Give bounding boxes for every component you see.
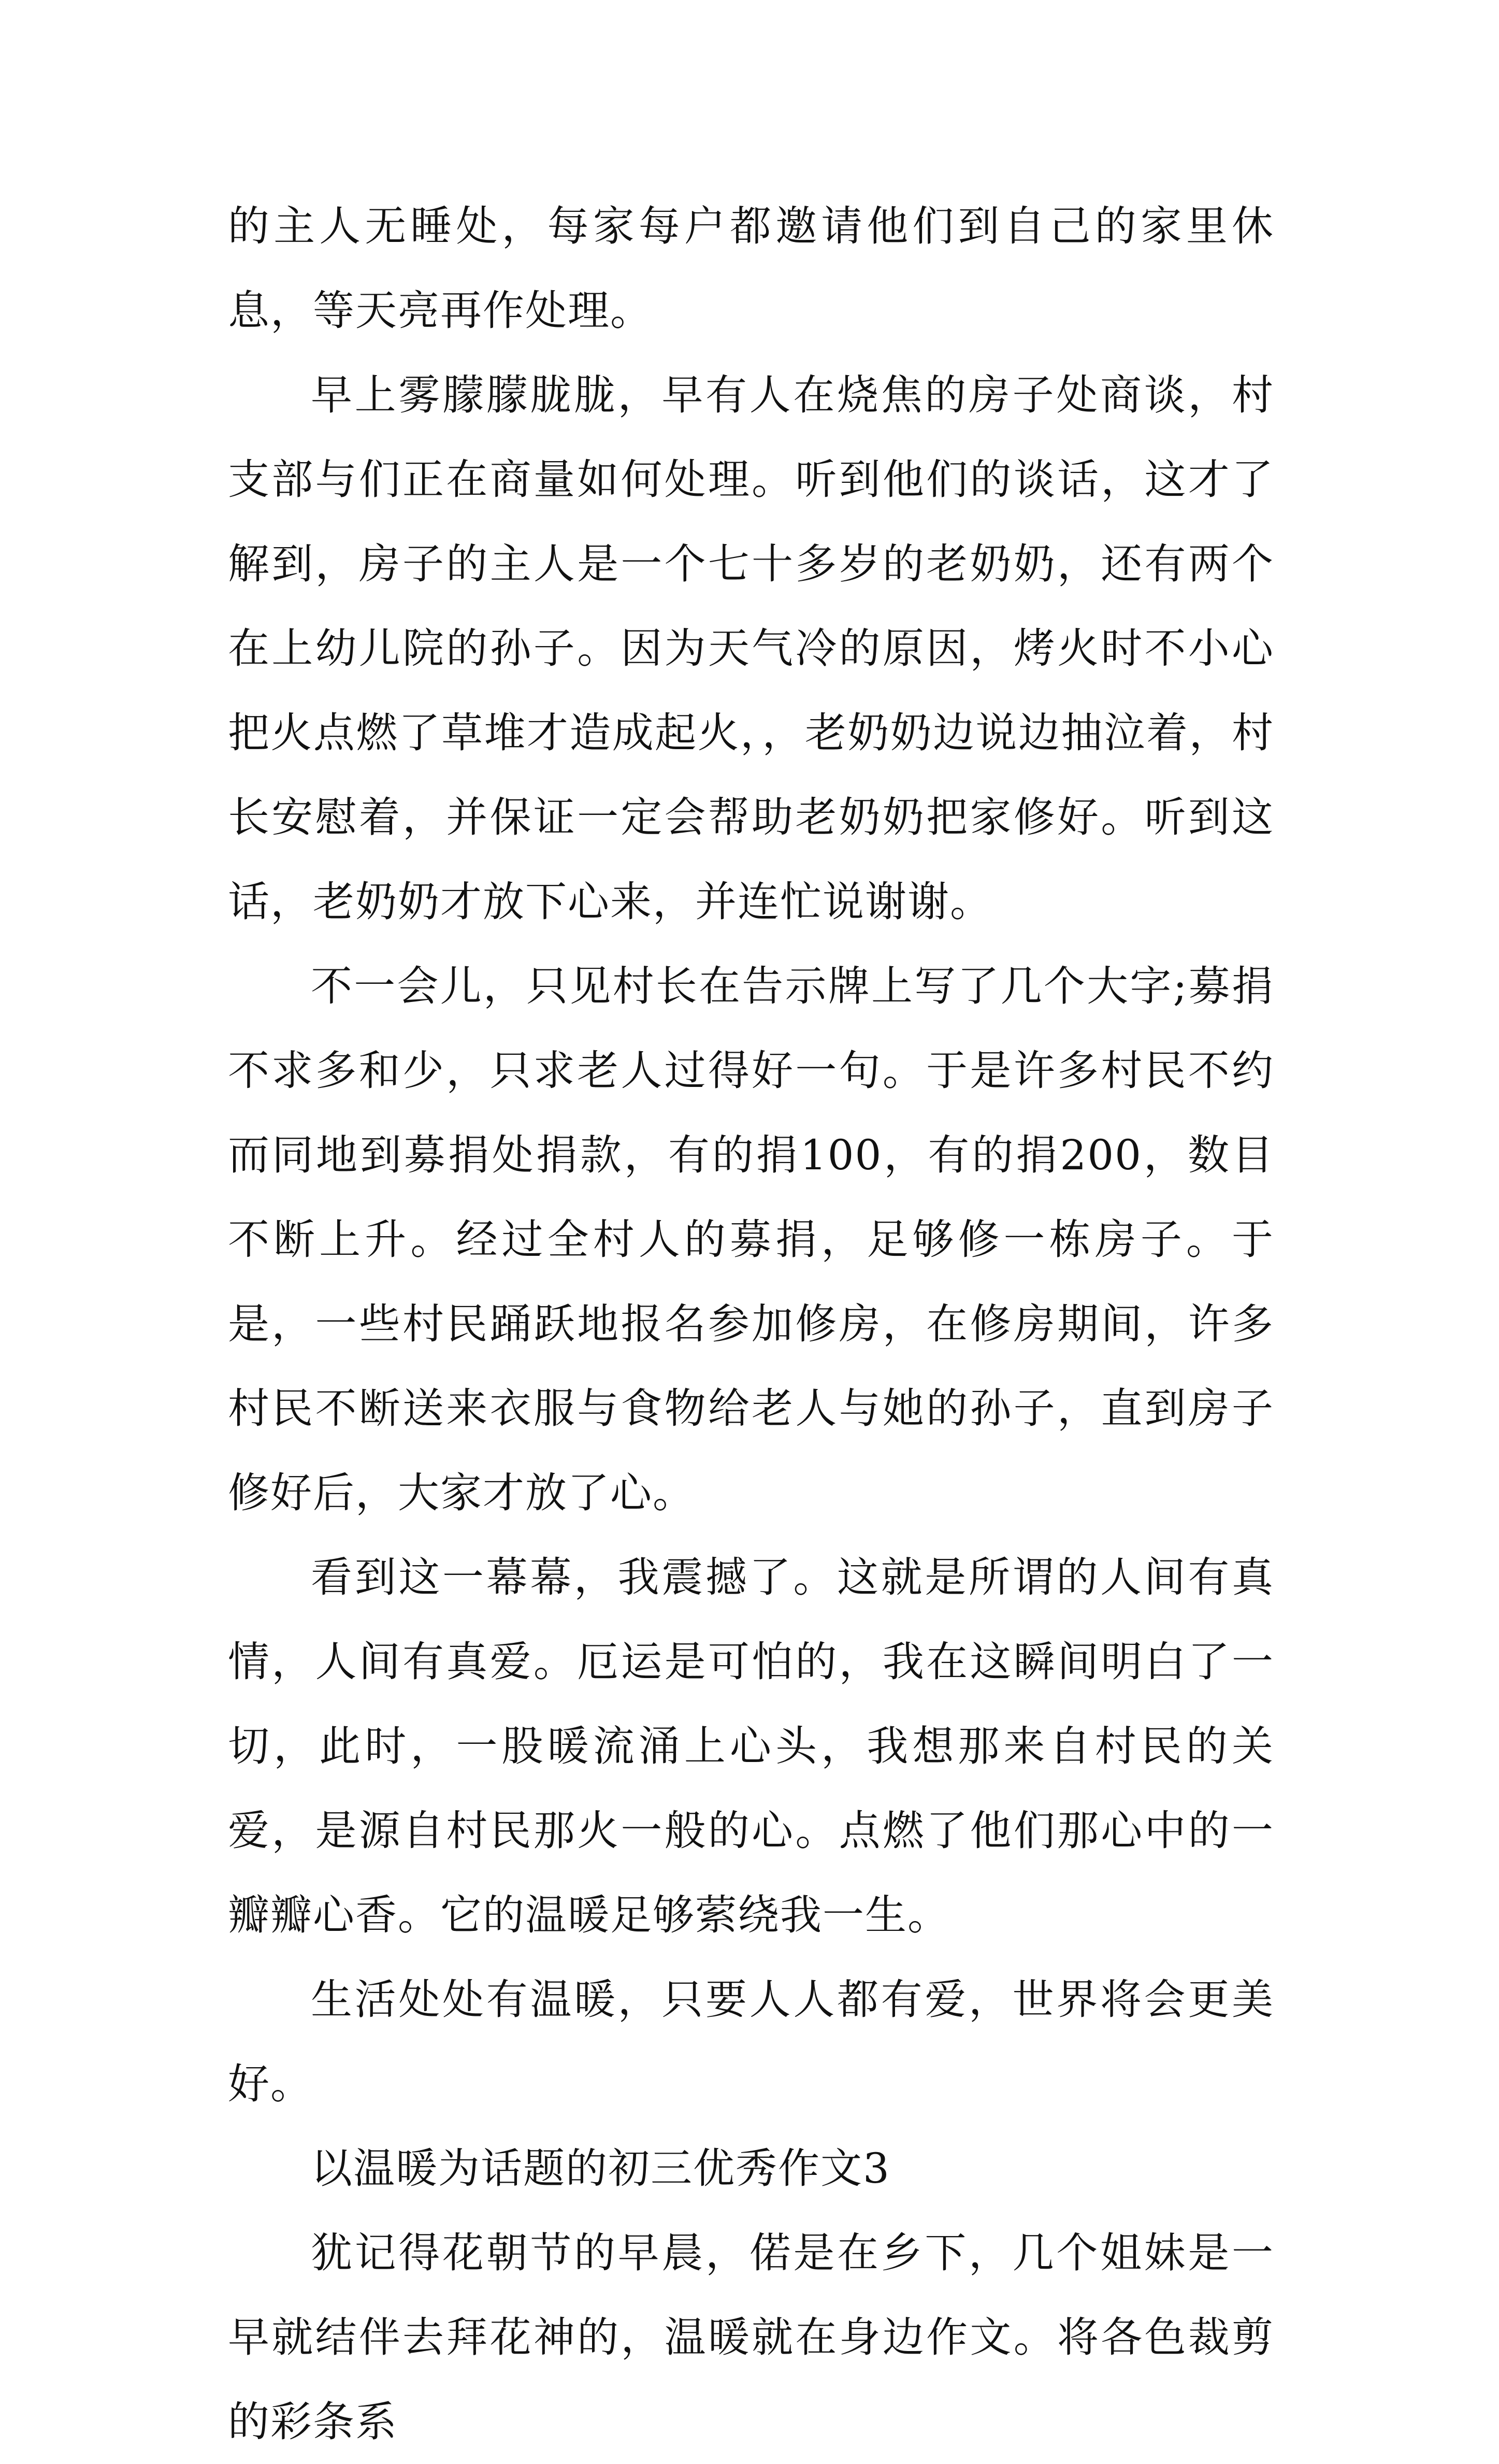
paragraph-donation: 不一会儿，只见村长在告示牌上写了几个大字;募捐不求多和少，只求老人过得好一句。于是许多村民不约而同地到募捐处捐款，有的捐100，有的捐200，数目不断上升。经过全村人的募捐，足够修一栋房子。于是，一些村民踊跃地报名参加修房，在修房期间，许多村民不断送来衣服与食物给老人与她的孙子，直到房子修好后，大家才放了心。: [228, 962, 1274, 1517]
paragraph-flower-festival: 犹记得花朝节的早晨，偌是在乡下，几个姐妹是一早就结伴去拜花神的，温暖就在身边作文。将各色裁剪的彩条系: [228, 2229, 1274, 2446]
document-body: [228, 184, 1274, 2464]
paragraph-continuation: 的主人无睡处，每家每户都邀请他们到自己的家里休息，等天亮再作处理。: [228, 202, 1274, 335]
paragraph-reflection: 看到这一幕幕，我震撼了。这就是所谓的人间有真情，人间有真爱。厄运是可怕的，我在这瞬间明白了一切，此时，一股暖流涌上心头，我想那来自村民的关爱，是源自村民那火一般的心。点燃了他们那心中的一瓣瓣心香。它的温暖足够萦绕我一生。: [228, 1553, 1274, 1939]
essay-heading: 以温暖为话题的初三优秀作文3: [311, 2144, 890, 2193]
paragraph-village-discussion: 早上雾朦朦胧胧，早有人在烧焦的房子处商谈，村支部与们正在商量如何处理。听到他们的谈话，这才了解到，房子的主人是一个七十多岁的老奶奶，还有两个在上幼儿院的孙子。因为天气冷的原因，烤火时不小心把火点燃了草堆才造成起火，，老奶奶边说边抽泣着，村长安慰着，并保证一定会帮助老奶奶把家修好。听到这话，老奶奶才放下心来，并连忙说谢谢。: [228, 371, 1274, 926]
paragraph-conclusion: 生活处处有温暖，只要人人都有爱，世界将会更美好。: [228, 1975, 1274, 2108]
